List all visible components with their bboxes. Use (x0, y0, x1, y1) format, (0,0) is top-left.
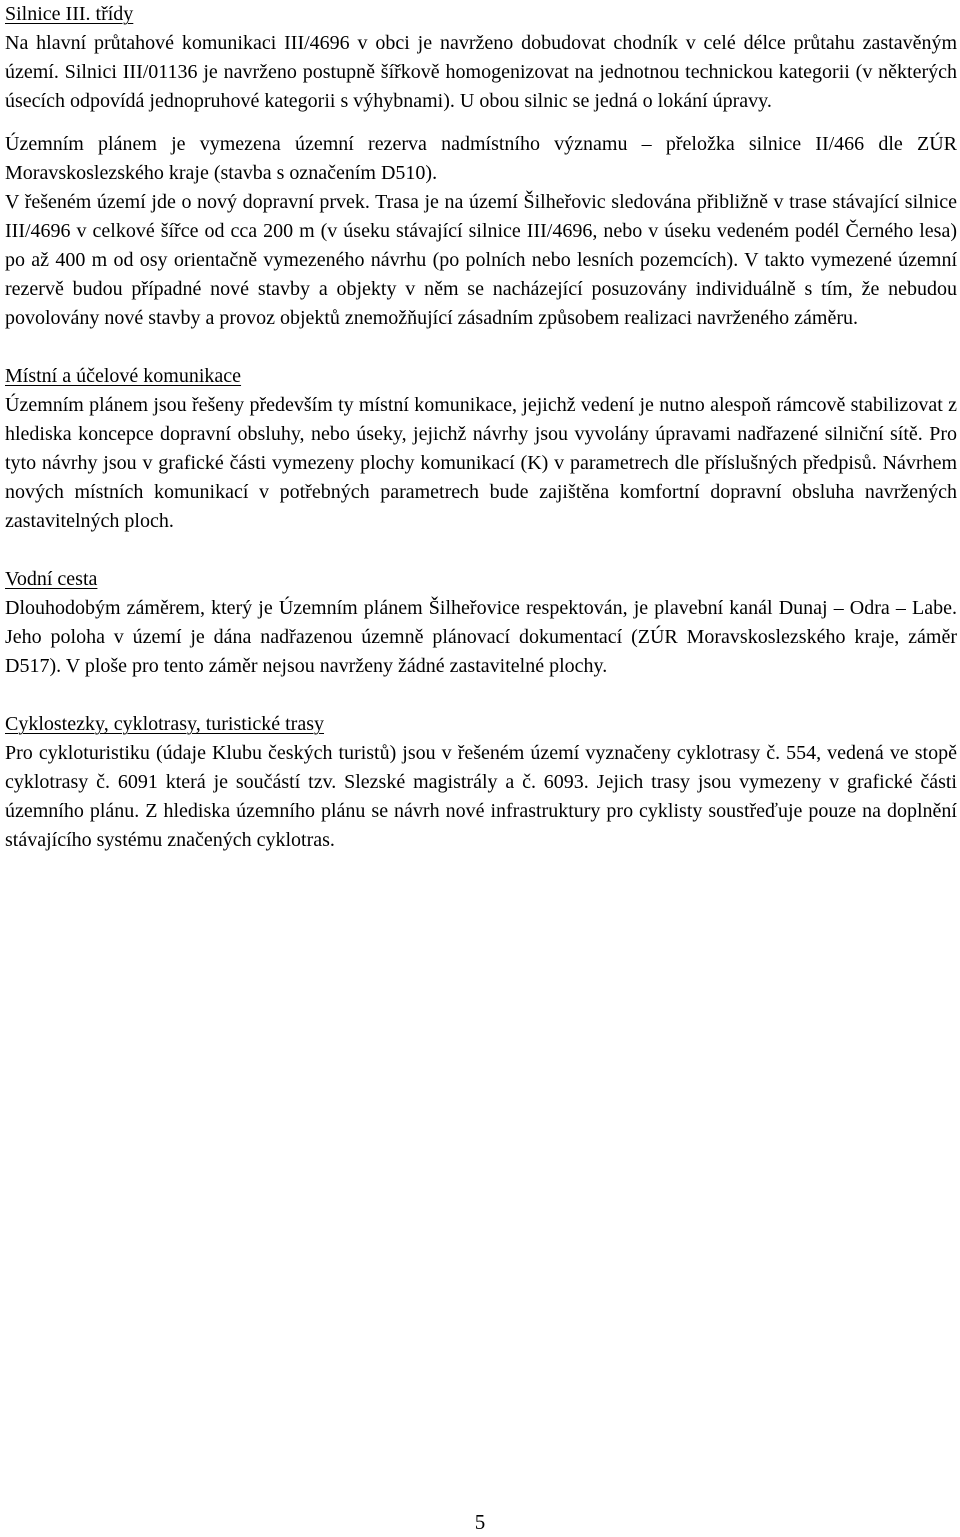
paragraph: Územním plánem je vymezena územní rezerva nadmístního významu – přeložka silnice II/466 dle ZÚR Moravskoslezského kraje (stavba s označením D510). (5, 133, 957, 184)
paragraph: Na hlavní průtahové komunikaci III/4696 v obci je navrženo dobudovat chodník v celé délce průtahu zastavěným území. Silnici III/01136 je navrženo postupně šířkově homogenizovat na jednotnou technickou kategorii (v některých úsecích odpovídá jednopruhové kategorii s výhybnami). U obou silnic se jedná o lokání úpravy. (5, 32, 957, 112)
paragraph: Pro cykloturistiku (údaje Klubu českých turistů) jsou v řešeném území vyznačeny cyklotrasy č. 554, vedená ve stopě cyklotrasy č. 6091 která je součástí tzv. Slezské magistrály a č. 6093. Jejich trasy jsou vymezeny v grafické části územního plánu. Z hlediska územního plánu se návrh nové infrastruktury pro cyklisty soustřeďuje pouze na doplnění stávajícího systému značených cyklotras. (5, 742, 957, 851)
page-number: 5 (474, 1510, 486, 1534)
section-cyklostezky (5, 710, 957, 855)
paragraph: V řešeném území jde o nový dopravní prvek. Trasa je na území Šilheřovic sledována přibližně v trase stávající silnice III/4696 v celkové šířce od cca 200 m (v úseku stávající silnice III/4696, nebo v úseku vedeném podél Černého lesa) po až 400 m od osy orientačně vymezeného návrhu (po polních nebo lesních pozemcích). V takto vymezené územní rezervě budou případné nové stavby a objekty v něm se nacházející posuzovány individuálně s tím, že nebudou povolovány nové stavby a provoz objektů znemožňující zásadním způsobem realizaci navrženého záměru. (5, 191, 957, 329)
section-heading: Místní a účelové komunikace (5, 365, 242, 387)
document-page (5, 0, 957, 855)
section-mistni-komunikace (5, 362, 957, 536)
section-vodni-cesta (5, 565, 957, 681)
section-heading: Vodní cesta (5, 568, 98, 590)
paragraph: Územním plánem jsou řešeny především ty místní komunikace, jejichž vedení je nutno alespoň rámcově stabilizovat z hlediska koncepce dopravní obsluhy, nebo úseky, jejichž návrhy jsou vyvolány úpravami nadřazené silniční sítě. Pro tyto návrhy jsou v grafické části vymezeny plochy komunikací (K) v parametrech dle příslušných předpisů. Návrhem nových místních komunikací v potřebných parametrech bude zajištěna komfortní dopravní obsluha navržených zastavitelných ploch. (5, 394, 957, 532)
paragraph: Dlouhodobým záměrem, který je Územním plánem Šilheřovice respektován, je plavební kanál Dunaj – Odra – Labe. Jeho poloha v území je dána nadřazenou územně plánovací dokumentací (ZÚR Moravskoslezského kraje, záměr D517). V ploše pro tento záměr nejsou navrženy žádné zastavitelné plochy. (5, 597, 957, 677)
section-heading: Cyklostezky, cyklotrasy, turistické trasy (5, 713, 325, 735)
section-heading: Silnice III. třídy (5, 3, 134, 25)
section-silnice-iii (5, 0, 957, 333)
